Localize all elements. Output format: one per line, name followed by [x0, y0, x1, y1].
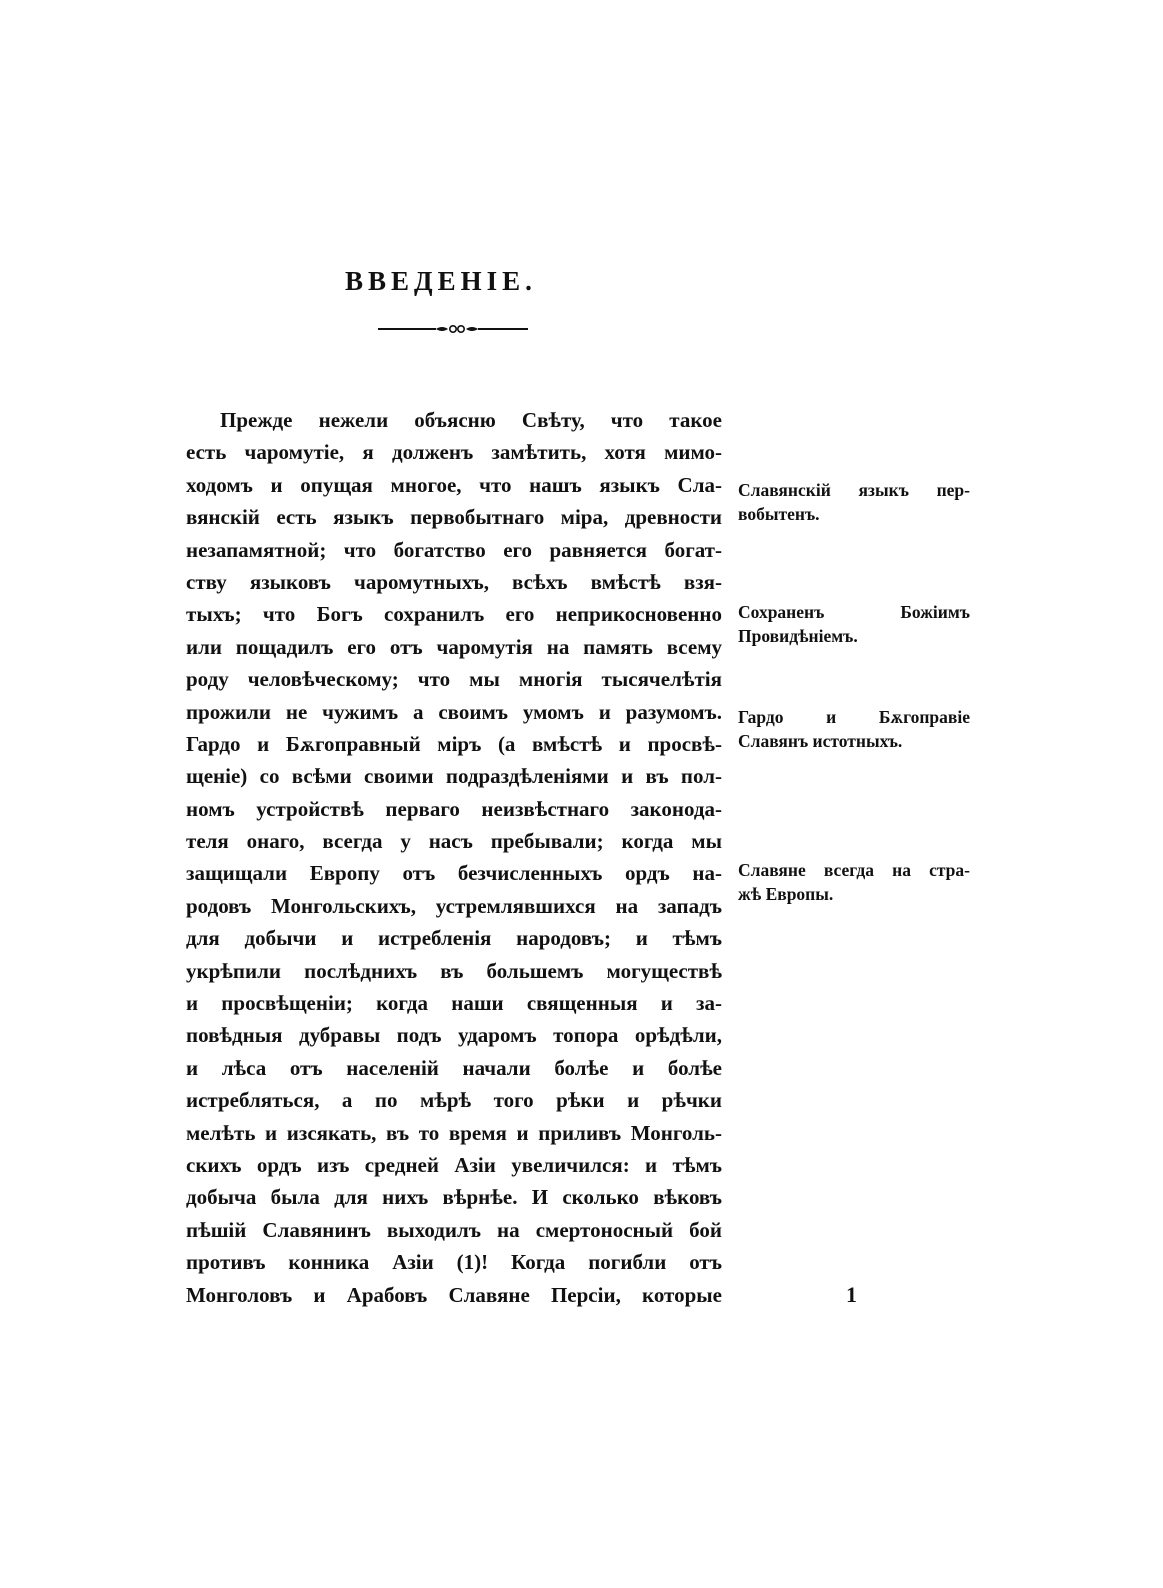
- text-line: скихъ ордъ изъ средней Азіи увеличился: и тѣмъ: [186, 1152, 722, 1177]
- text-line: номъ устройствѣ перваго неизвѣстнаго законода-: [186, 796, 722, 821]
- text-line: щеніе) со всѣми своими подраздѣленіями и въ пол-: [186, 764, 722, 789]
- margin-note-line: Славянъ истотныхъ.: [738, 731, 903, 751]
- text-line: роду человѣческому; что мы многія тысячелѣтія: [186, 667, 722, 692]
- text-line: и лѣса отъ населеній начали болѣе и болѣе: [186, 1055, 722, 1080]
- text-line: защищали Европу отъ безчисленныхъ ордъ на-: [186, 861, 722, 886]
- margin-note-line: вобытенъ.: [738, 504, 820, 524]
- text-line: мелѣть и изсякать, въ то время и приливъ Монголь-: [186, 1120, 722, 1145]
- margin-note-line: Гардо и Бѫгоправіе: [738, 707, 970, 727]
- body-text: [186, 404, 722, 1311]
- text-line: вянскій есть языкъ первобытнаго міра, древности: [186, 505, 722, 530]
- text-line: ству языковъ чаромутныхъ, всѣхъ вмѣстѣ взя-: [186, 569, 722, 594]
- page-number: 1: [846, 1282, 857, 1307]
- margin-note-line: Славяне всегда на стра-: [738, 860, 970, 880]
- margin-note-line: жѣ Европы.: [738, 884, 834, 904]
- text-line: для добычи и истребленія народовъ; и тѣмъ: [186, 926, 722, 951]
- text-line: тыхъ; что Богъ сохранилъ его неприкосновенно: [186, 602, 722, 627]
- text-line: повѣдныя дубравы подъ ударомъ топора орѣдѣли,: [186, 1023, 722, 1048]
- margin-note-line: Провидѣніемъ.: [738, 626, 858, 646]
- margin-note-line: Сохраненъ Божіимъ: [738, 602, 970, 622]
- text-line: пѣшій Славянинъ выходилъ на смертоносный бой: [186, 1217, 722, 1242]
- ornamental-divider-icon: [378, 322, 528, 336]
- text-line: Прежде нежели объясню Свѣту, что такое: [220, 408, 722, 432]
- text-line: укрѣпили послѣднихъ въ большемъ могуществѣ: [186, 958, 722, 983]
- margin-note-line: Славянскій языкъ пер-: [738, 480, 970, 500]
- text-line: Монголовъ и Арабовъ Славяне Персіи, которые: [186, 1282, 722, 1307]
- text-line: незапамятной; что богатство его равняется богат-: [186, 537, 722, 562]
- text-line: прожили не чужимъ а своимъ умомъ и разумомъ.: [186, 699, 722, 724]
- margin-note: [738, 705, 970, 753]
- margin-note: [738, 600, 970, 648]
- text-line: или пощадилъ его отъ чаромутія на память всему: [186, 634, 722, 659]
- text-line: есть чаромутіе, я долженъ замѣтить, хотя мимо-: [186, 440, 722, 465]
- margin-note: [738, 858, 970, 906]
- chapter-heading: ВВЕДЕНІЕ.: [345, 266, 537, 296]
- text-line: истребляться, а по мѣрѣ того рѣки и рѣчки: [186, 1088, 722, 1113]
- text-line: родовъ Монгольскихъ, устремлявшихся на западъ: [186, 893, 722, 918]
- text-line: и просвѣщеніи; когда наши священныя и за-: [186, 991, 722, 1016]
- text-line: теля онаго, всегда у насъ пребывали; когда мы: [186, 829, 722, 854]
- text-line: противъ конника Азіи (1)! Когда погибли отъ: [186, 1250, 722, 1275]
- text-line: ходомъ и опущая многое, что нашъ языкъ Сла-: [186, 472, 722, 497]
- margin-note: [738, 478, 970, 526]
- text-line: добыча была для нихъ вѣрнѣе. И сколько вѣковъ: [186, 1185, 722, 1210]
- text-line: Гардо и Бѫгоправный міръ (а вмѣстѣ и просвѣ-: [186, 731, 722, 756]
